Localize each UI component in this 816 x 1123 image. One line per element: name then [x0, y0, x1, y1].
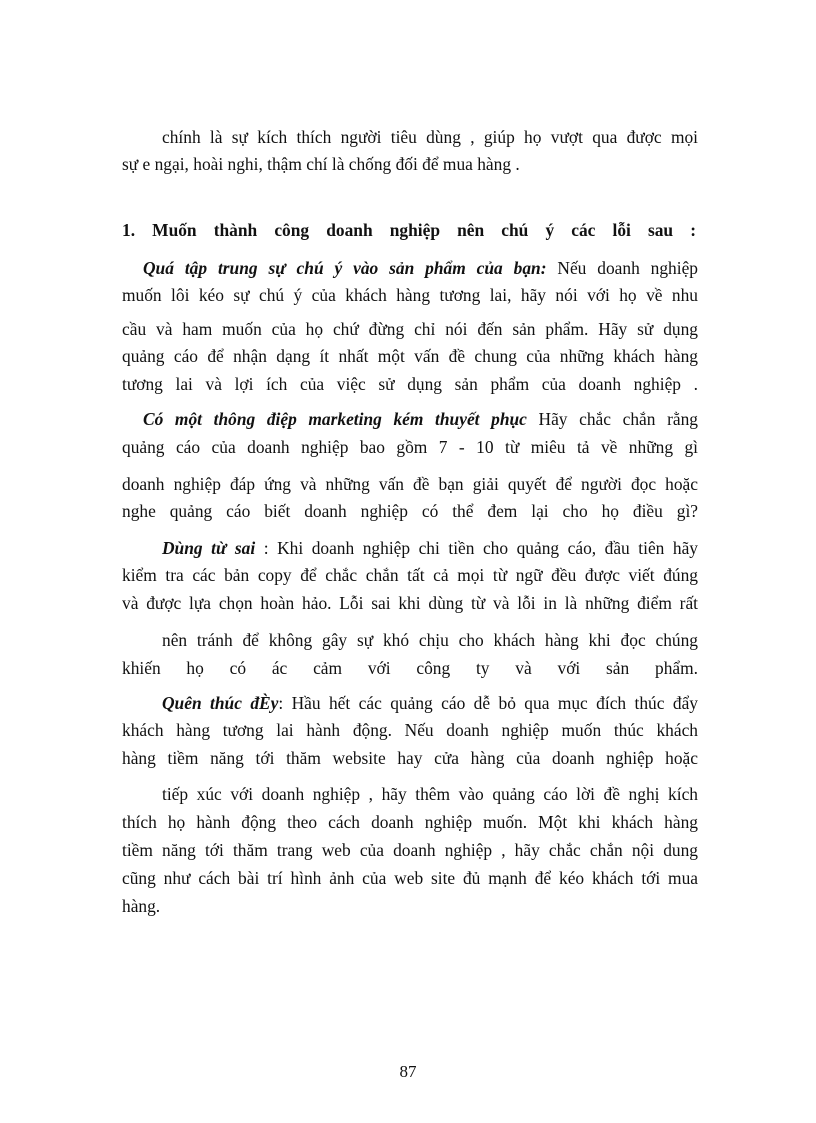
- paragraph-4-line-6: tiềm năng tới thăm trang web của doanh nghiệp , hãy chắc chắn nội dung: [122, 840, 698, 860]
- paragraph-4-text: : Hầu hết các quảng cáo dễ bỏ qua mục đích thúc đẩy: [278, 693, 698, 713]
- paragraph-3-line-1: [162, 536, 698, 560]
- paragraph-3-text: : Khi doanh nghiệp chi tiền cho quảng cáo, đầu tiên hãy: [255, 538, 698, 558]
- paragraph-4-line-7: cũng như cách bài trí hình ảnh của web site đủ mạnh để kéo khách tới mua: [122, 868, 698, 888]
- paragraph-3-line-3: và được lựa chọn hoàn hảo. Lỗi sai khi dùng từ và lỗi in là những điểm rất: [122, 593, 698, 613]
- paragraph-2-line-4: nghe quảng cáo biết doanh nghiệp có thể đem lại cho họ điều gì?: [122, 501, 698, 521]
- paragraph-3-line-5: khiến họ có ác cảm với công ty và với sản phẩm.: [122, 658, 698, 678]
- paragraph-3-line-4: nên tránh để không gây sự khó chịu cho khách hàng khi đọc chúng: [162, 630, 698, 650]
- paragraph-2-text: Hãy chắc chắn rằng: [526, 409, 698, 429]
- paragraph-4-line-4: tiếp xúc với doanh nghiệp , hãy thêm vào quảng cáo lời đề nghị kích: [162, 784, 698, 804]
- paragraph-3-line-2: kiểm tra các bản copy để chắc chắn tất cả mọi từ ngữ đều được viết đúng: [122, 565, 698, 585]
- paragraph-2-line-2: quảng cáo của doanh nghiệp bao gồm 7 - 10 từ miêu tả về những gì: [122, 437, 698, 457]
- paragraph-1-line-4: quảng cáo để nhận dạng ít nhất một vấn đề chung của những khách hàng: [122, 346, 698, 366]
- paragraph-2-line-1: [143, 407, 698, 431]
- paragraph-3-title: Dùng từ sai: [162, 538, 256, 558]
- paragraph-4-line-5: thích họ hành động theo cách doanh nghiệp muốn. Một khi khách hàng: [122, 812, 698, 832]
- page-number: 87: [399, 1062, 417, 1081]
- paragraph-1-line-1: [143, 256, 698, 280]
- paragraph-1-title: Quá tập trung sự chú ý vào sản phẩm của bạn:: [143, 258, 547, 278]
- paragraph-1-text: Nếu doanh nghiệp: [546, 258, 698, 278]
- paragraph-2-title: Có một thông điệp marketing kém thuyết phục: [143, 409, 527, 429]
- paragraph-4-line-1: [162, 691, 698, 715]
- paragraph-4-line-2: khách hàng tương lai hành động. Nếu doanh nghiệp muốn thúc khách: [122, 720, 698, 740]
- paragraph-2-line-3: doanh nghiệp đáp ứng và những vấn đề bạn giải quyết để người đọc hoặc: [122, 474, 698, 494]
- paragraph-4-line-8: hàng.: [122, 896, 161, 916]
- paragraph-4-title: Quên thúc đÈy: [162, 693, 279, 713]
- intro-line-1: chính là sự kích thích người tiêu dùng , giúp họ vượt qua được mọi: [162, 127, 698, 147]
- paragraph-4-line-3: hàng tiềm năng tới thăm website hay cửa hàng của doanh nghiệp hoặc: [122, 748, 698, 768]
- paragraph-1-line-3: cầu và ham muốn của họ chứ đừng chỉ nói đến sản phẩm. Hãy sử dụng: [122, 319, 698, 339]
- paragraph-1-line-2: muốn lôi kéo sự chú ý của khách hàng tương lai, hãy nói với họ về nhu: [122, 285, 698, 305]
- section-heading: 1. Muốn thành công doanh nghiệp nên chú ý các lỗi sau :: [122, 220, 696, 240]
- paragraph-1-line-5: tương lai và lợi ích của việc sử dụng sản phẩm của doanh nghiệp .: [122, 374, 698, 394]
- intro-line-2: sự e ngại, hoài nghi, thậm chí là chống đối để mua hàng .: [122, 154, 520, 174]
